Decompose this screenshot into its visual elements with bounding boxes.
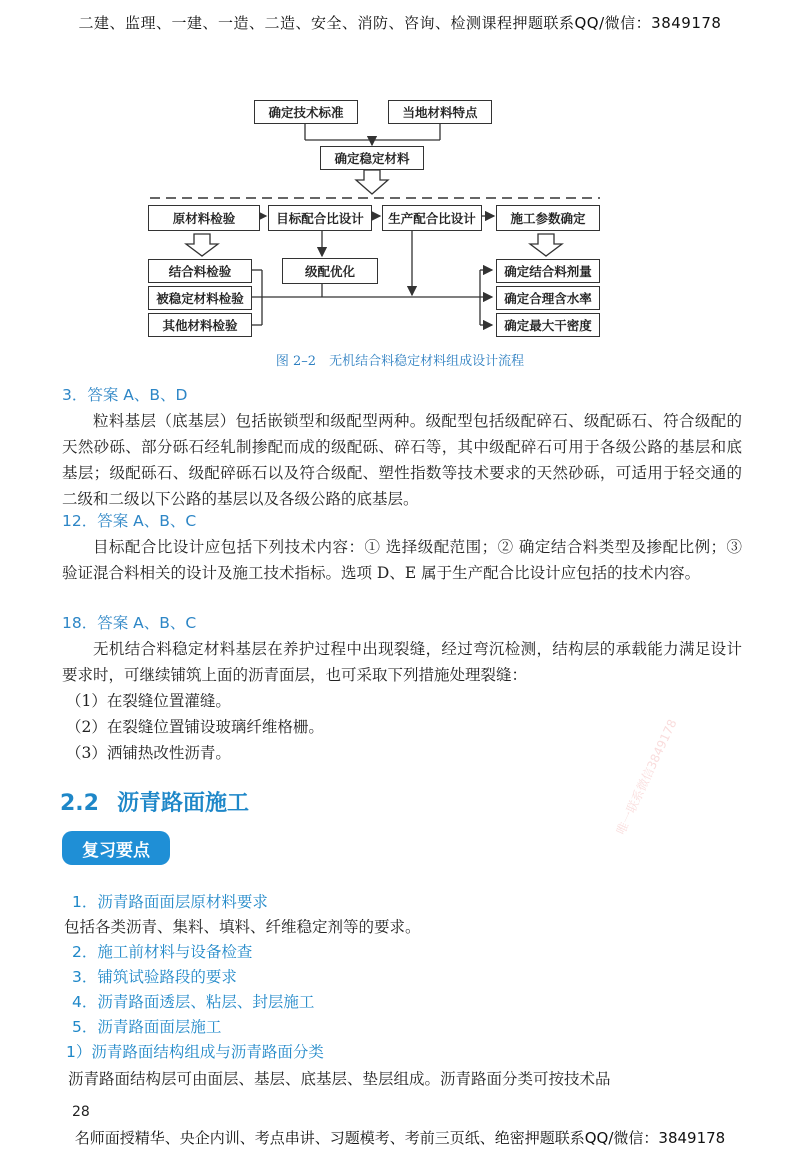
answer-title: 18．答案 A、B、C — [62, 614, 197, 632]
flowchart-lines — [0, 0, 800, 380]
answer-paragraph: 目标配合比设计应包括下列技术内容：① 选择级配范围；② 确定结合料类型及掺配比例；③ 验证混合料相关的设计及施工技术指标。选项 D、E 属于生产配合比设计应包括的技术内容。 — [62, 538, 742, 582]
section-number: 2.2 — [60, 791, 99, 816]
box-target-mix-design: 目标配合比设计 — [268, 205, 372, 231]
box-production-mix-design: 生产配合比设计 — [382, 205, 482, 231]
answer-paragraph: 粒料基层（底基层）包括嵌锁型和级配型两种。级配型包括级配碎石、级配砾石、符合级配的天然砂砾、部分砾石经轧制掺配而成的级配砾、碎石等，其中级配碎石可用于各级公路的基层和底基层；级配砾石、级配碎砾石以及符合级配、塑性指数等技术要求的天然砂砾，可适用于轻交通的二级和二级以下公路的基层以及各级公路的底基层。 — [62, 412, 742, 508]
figure-caption: 图 2–2 无机结合料稳定材料组成设计流程 — [275, 354, 525, 369]
review-subitem: 1）沥青路面结构组成与沥青路面分类 — [66, 1043, 324, 1061]
box-tech-standard: 确定技术标准 — [254, 100, 358, 124]
box-raw-material-test: 原材料检验 — [148, 205, 260, 231]
page-footer: 名师面授精华、央企内训、考点串讲、习题模考、考前三页纸、绝密押题联系QQ/微信：3849178 — [74, 1129, 726, 1147]
box-grading-optimization: 级配优化 — [282, 258, 378, 284]
box-other-material-test: 其他材料检验 — [148, 313, 252, 337]
box-water-content: 确定合理含水率 — [496, 286, 600, 310]
page-number: 28 — [72, 1104, 90, 1120]
answer-paragraph: 无机结合料稳定材料基层在养护过程中出现裂缝，经过弯沉检测，结构层的承载能力满足设计要求时，可继续铺筑上面的沥青面层，也可采取下列措施处理裂缝： — [62, 640, 742, 684]
review-item: 3．铺筑试验路段的要求 — [72, 968, 237, 986]
review-item-text: 沥青路面结构层可由面层、基层、底基层、垫层组成。沥青路面分类可按技术品 — [68, 1070, 611, 1088]
box-max-dry-density: 确定最大干密度 — [496, 313, 600, 337]
review-points-badge: 复习要点 — [62, 831, 170, 865]
list-item: （3）洒铺热改性沥青。 — [66, 744, 231, 762]
review-item-text: 包括各类沥青、集料、填料、纤维稳定剂等的要求。 — [64, 918, 421, 936]
box-construction-parameters: 施工参数确定 — [496, 205, 600, 231]
box-stabilized-material-test: 被稳定材料检验 — [148, 286, 252, 310]
hollow-down-arrow-icon — [186, 234, 218, 256]
box-stable-material: 确定稳定材料 — [320, 146, 424, 170]
list-item: （2）在裂缝位置铺设玻璃纤维格栅。 — [66, 718, 324, 736]
review-item: 5．沥青路面面层施工 — [72, 1018, 222, 1036]
hollow-down-arrow-icon — [530, 234, 562, 256]
watermark: 唯一联系微信3849178 — [613, 717, 680, 837]
answer-12 — [62, 508, 742, 586]
list-item: （1）在裂缝位置灌缝。 — [66, 692, 231, 710]
answer-18 — [62, 610, 742, 766]
answer-title: 12．答案 A、B、C — [62, 512, 197, 530]
section-heading — [60, 786, 249, 817]
review-item: 2．施工前材料与设备检查 — [72, 943, 253, 961]
hollow-down-arrow-icon — [356, 170, 388, 194]
review-item: 1．沥青路面面层原材料要求 — [72, 893, 268, 911]
section-title: 沥青路面施工 — [116, 791, 249, 816]
answer-3 — [62, 382, 742, 512]
page-header: 二建、监理、一建、一造、二造、安全、消防、咨询、检测课程押题联系QQ/微信：3849178 — [78, 14, 722, 32]
box-binder-dosage: 确定结合料剂量 — [496, 259, 600, 283]
answer-title: 3．答案 A、B、D — [62, 386, 188, 404]
box-local-material: 当地材料特点 — [388, 100, 492, 124]
review-list — [64, 890, 732, 1092]
flowchart — [0, 0, 800, 380]
review-item: 4．沥青路面透层、粘层、封层施工 — [72, 993, 315, 1011]
box-binder-test: 结合料检验 — [148, 259, 252, 283]
